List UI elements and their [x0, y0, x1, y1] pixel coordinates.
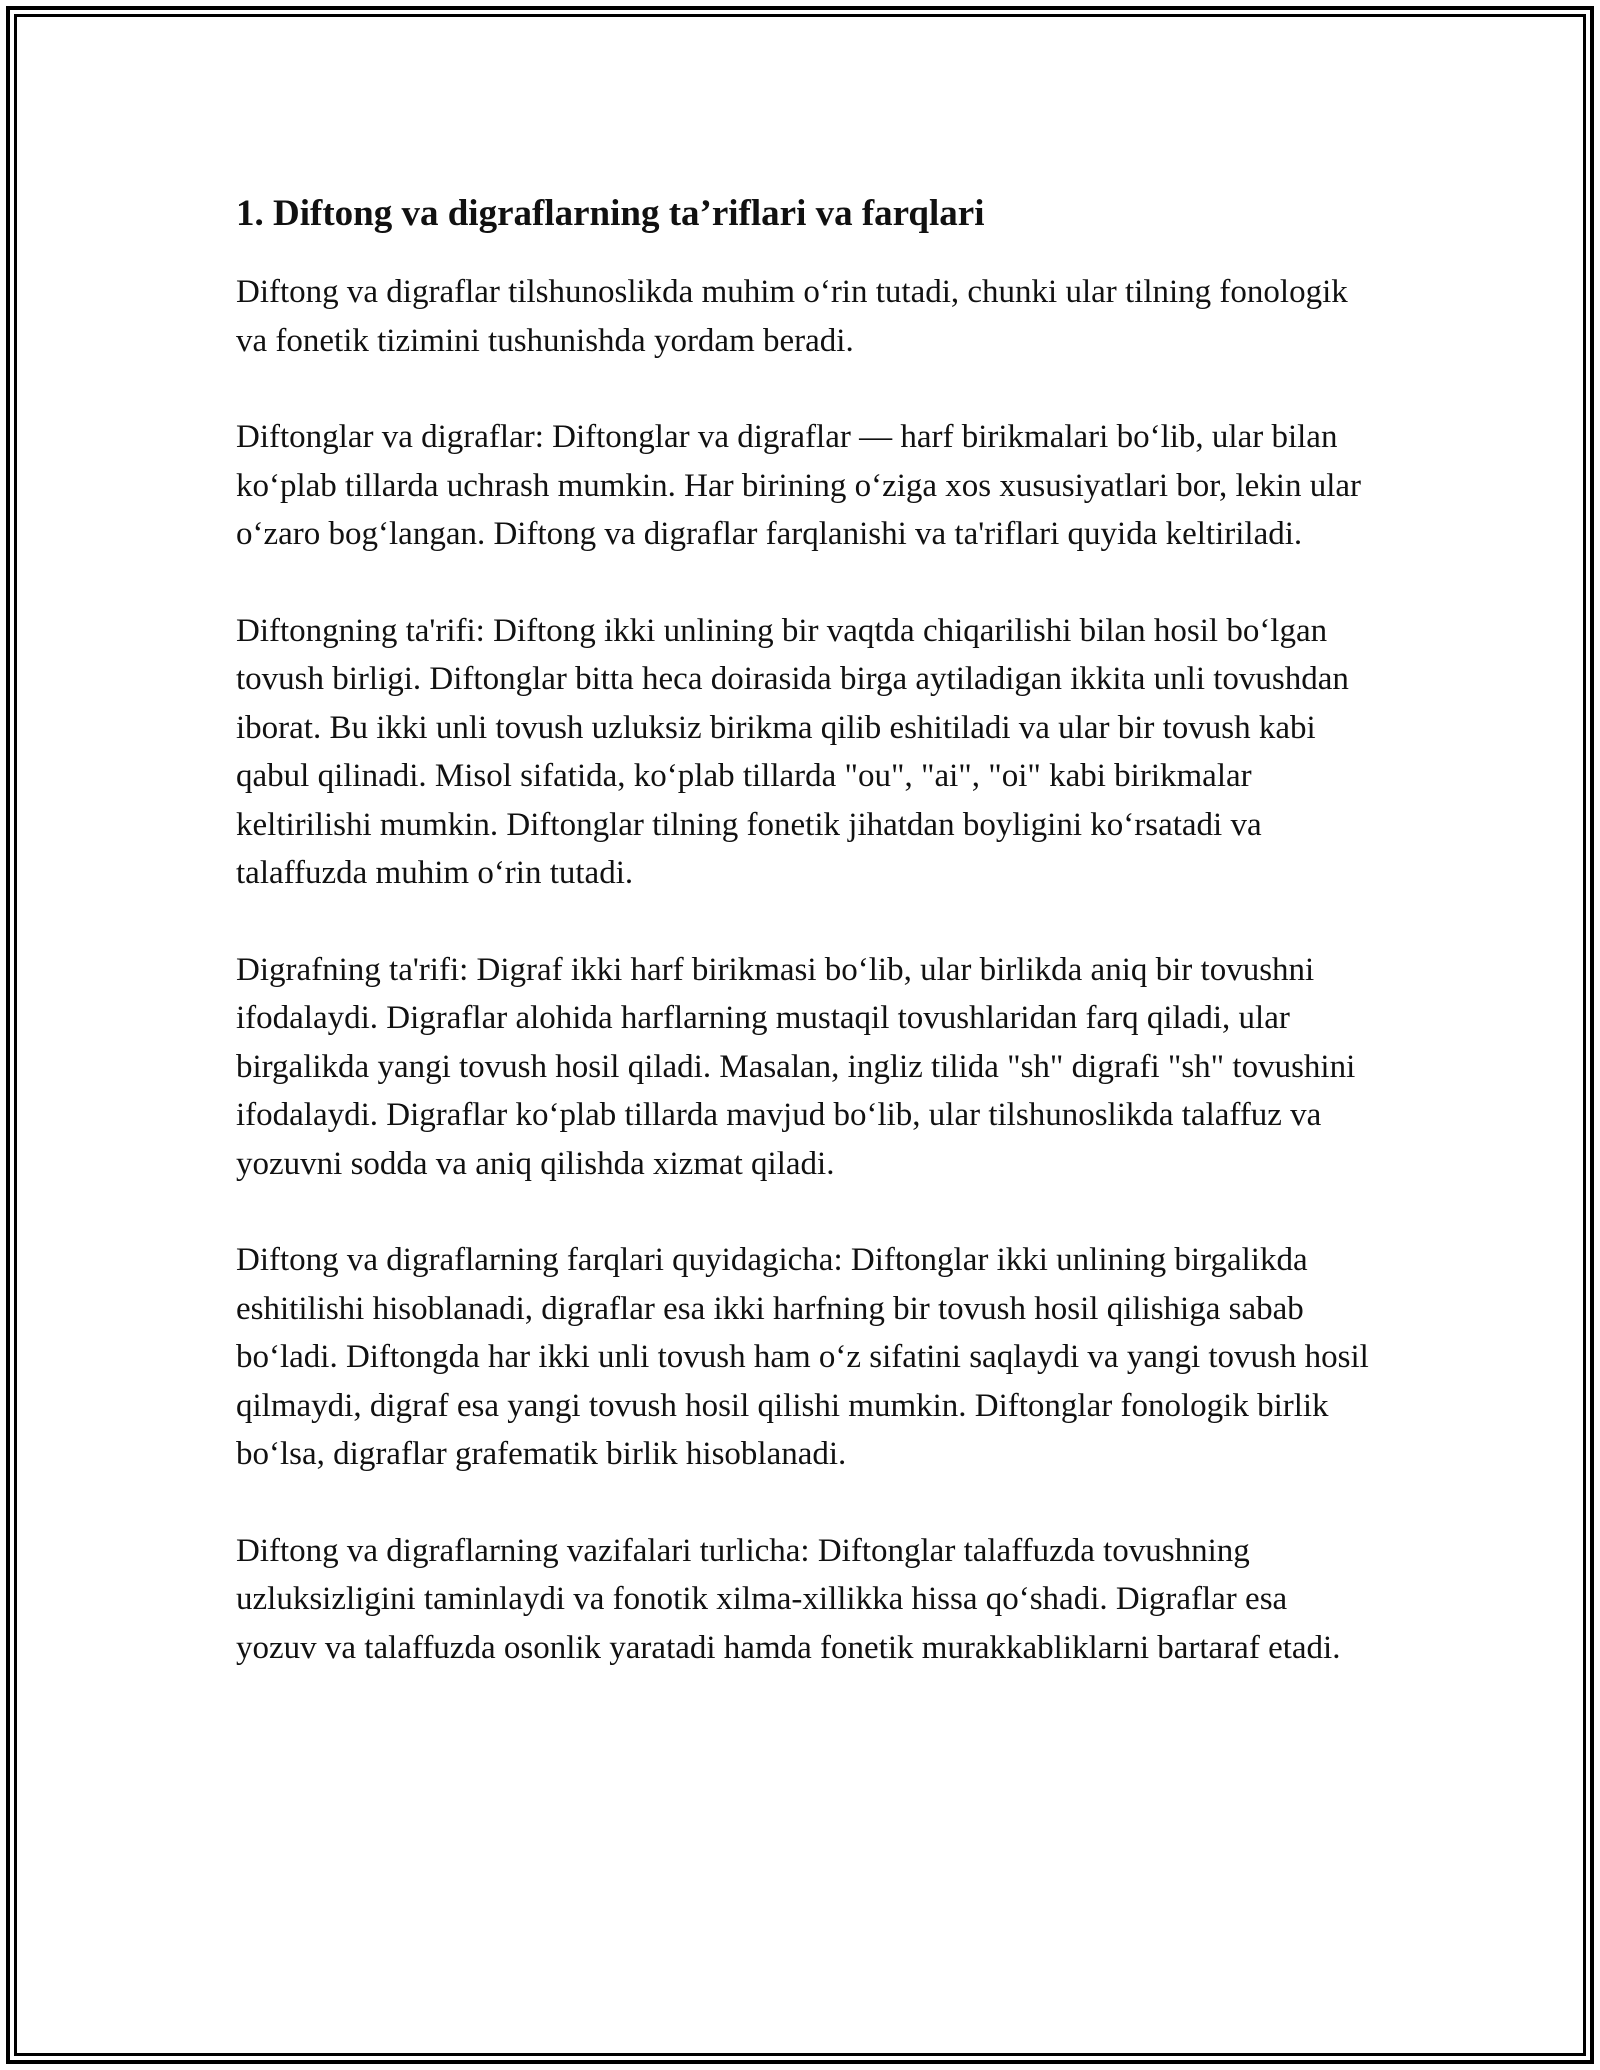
paragraph-differences: Diftong va digraflarning farqlari quyidagicha: Diftonglar ikki unlining birgalikda eshitilishi hisoblanadi, digraflar esa ikki harfning bir tovush hosil qilishiga sabab bo‘ladi. Diftongda har ikki unli tovush ham o‘z sifatini saqlaydi va yangi tovush hosil qilmaydi, digraf esa yangi tovush hosil qilishi mumkin. Diftonglar fonologik birlik bo‘lsa, digraflar grafematik birlik hisoblanadi.	[236, 1242, 1369, 1472]
paragraph-intro: Diftong va digraflar tilshunoslikda muhim o‘rin tutadi, chunki ular tilning fonologik va fonetik tizimini tushunishda yordam beradi.	[236, 274, 1348, 359]
section-heading: 1. Diftong va digraflarning ta’riflari va farqlari	[236, 193, 985, 234]
paragraph-digraph-definition: Digrafning ta'rifi: Digraf ikki harf birikmasi bo‘lib, ular birlikda aniq bir tovushni ifodalaydi. Digraflar alohida harflarning mustaqil tovushlaridan farq qiladi, ular birgalikda yangi tovush hosil qiladi. Masalan, ingliz tilida "sh" digrafi "sh" tovushini ifodalaydi. Digraflar ko‘plab tillarda mavjud bo‘lib, ular tilshunoslikda talaffuz va yozuvni sodda va aniq qilishda xizmat qiladi.	[236, 951, 1356, 1182]
paragraph-overview: Diftonglar va digraflar: Diftonglar va digraflar — harf birikmalari bo‘lib, ular bilan ko‘plab tillarda uchrash mumkin. Har birining o‘ziga xos xususiyatlari bor, lekin ular o‘zaro bog‘langan. Diftong va digraflar farqlanishi va ta'riflari quyida keltiriladi.	[236, 419, 1361, 552]
paragraph-diphthong-definition: Diftongning ta'rifi: Diftong ikki unlining bir vaqtda chiqarilishi bilan hosil bo‘lgan tovush birligi. Diftonglar bitta heca doirasida birga aytiladigan ikkita unli tovushdan iborat. Bu ikki unli tovush uzluksiz birikma qilib eshitiladi va ular bir tovush kabi qabul qilinadi. Misol sifatida, ko‘plab tillarda "ou", "ai", "oi" kabi birikmalar keltirilishi mumkin. Diftonglar tilning fonetik jihatdan boyligini ko‘rsatadi va talaffuzda muhim o‘rin tutadi.	[236, 612, 1349, 891]
paragraph-functions: Diftong va digraflarning vazifalari turlicha: Diftonglar talaffuzda tovushning uzluksizligini taminlaydi va fonotik xilma-xillikka hissa qo‘shadi. Digraflar esa yozuv va talaffuzda osonlik yaratadi hamda fonetik murakkabliklarni bartaraf etadi.	[236, 1532, 1341, 1666]
document-body	[236, 186, 1376, 1720]
